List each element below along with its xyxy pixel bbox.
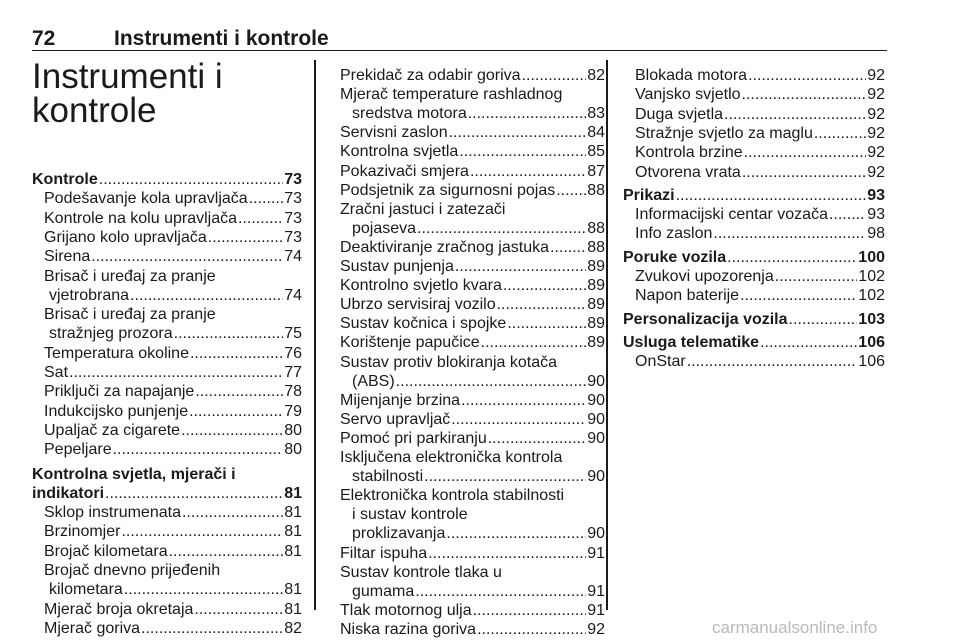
- toc-entry-title: Deaktiviranje zračnog jastuka: [340, 238, 549, 256]
- toc-entry: [352, 104, 605, 124]
- toc-page-number: 73: [284, 171, 302, 188]
- toc-page-number: 81: [284, 542, 302, 560]
- leader-dots: [121, 522, 283, 542]
- leader-dots: [189, 402, 283, 422]
- toc-section-entry: [32, 170, 302, 190]
- toc-page-number: 90: [587, 468, 605, 486]
- toc-page-number: 90: [587, 429, 605, 447]
- toc-entry: [340, 142, 605, 162]
- toc-page-number: 93: [867, 186, 885, 204]
- toc-page-number: 91: [587, 582, 605, 600]
- toc-entry: [44, 600, 302, 620]
- toc-entry-title: Temperatura okoline: [44, 344, 189, 362]
- toc-entry-title: Info zaslon: [635, 225, 713, 243]
- section-title: [32, 57, 302, 130]
- page-number: 72: [32, 27, 56, 50]
- toc-entry-title: Sklop instrumenata: [44, 504, 181, 522]
- toc-page-number: 92: [867, 163, 885, 181]
- toc-section-entry: [32, 484, 302, 504]
- section-title-line-1: Instrumenti i: [32, 57, 223, 96]
- toc-entry-title: Servo upravljač: [340, 410, 451, 428]
- toc-entry: [340, 429, 605, 449]
- chapter-title: Instrumenti i kontrole: [114, 27, 329, 50]
- toc-entry-title: stabilnosti: [352, 468, 424, 486]
- toc-entry-title: Filtar ispuha: [340, 544, 428, 562]
- toc-entry-title: i sustav kontrole: [352, 506, 468, 524]
- toc-entry-title: Sustav kontrole tlaka u: [340, 563, 502, 581]
- leader-dots: [417, 219, 586, 239]
- leader-dots: [415, 582, 586, 602]
- toc-entry: [352, 467, 605, 487]
- toc-page-number: 84: [587, 124, 605, 142]
- leader-dots: [481, 333, 587, 353]
- toc-entry: [635, 163, 885, 183]
- toc-page-number: 92: [867, 144, 885, 162]
- toc-entry-title: Poruke vozila: [623, 248, 727, 266]
- toc-entry-title: proklizavanja: [352, 525, 446, 543]
- toc-page-number: 73: [284, 209, 302, 227]
- leader-dots: [141, 619, 283, 639]
- leader-dots: [91, 247, 283, 267]
- toc-entry-title: Zračni jastuci i zatezači: [340, 200, 506, 218]
- toc-page-number: 106: [858, 333, 885, 351]
- toc-page-number: 87: [587, 162, 605, 180]
- toc-entry-title: Elektronička kontrola stabilnosti: [340, 487, 565, 505]
- column-divider: [314, 60, 316, 610]
- toc-entry: [635, 224, 885, 244]
- toc-entry-title: Mjerač broja okretaja: [44, 600, 194, 618]
- toc-entry-title: Brisač i uređaj za pranje: [44, 267, 216, 285]
- toc-page-number: 81: [284, 600, 302, 618]
- leader-dots: [181, 421, 283, 441]
- toc-entry-title: Ubrzo servisiraj vozilo: [340, 296, 496, 314]
- leader-dots: [190, 344, 283, 364]
- toc-entry: [635, 66, 885, 86]
- leader-dots: [468, 104, 586, 124]
- toc-entry: [352, 524, 605, 544]
- toc-entry-title: Isključena elektronička kontrola: [340, 449, 563, 466]
- toc-page-number: 102: [858, 287, 885, 305]
- toc-page-number: 74: [284, 248, 302, 266]
- leader-dots: [742, 85, 867, 105]
- toc-entry-title: Sirena: [44, 248, 91, 266]
- toc-entry-title: (ABS): [352, 372, 395, 390]
- toc-section-entry: [623, 248, 885, 268]
- toc-entry-title: Brisač i uređaj za pranje: [44, 306, 216, 324]
- toc-entry: [340, 238, 605, 258]
- leader-dots: [249, 189, 284, 209]
- toc-entry: [44, 344, 302, 364]
- toc-entry-title: Brojač kilometara: [44, 542, 168, 560]
- leader-dots: [130, 286, 283, 306]
- leader-dots: [488, 429, 586, 449]
- toc-page-number: 73: [284, 190, 302, 208]
- leader-dots: [727, 248, 857, 268]
- leader-dots: [497, 295, 587, 315]
- leader-dots: [550, 238, 586, 258]
- toc-entry-title: Pomoć pri parkiranju: [340, 429, 487, 447]
- column-divider: [606, 60, 608, 610]
- toc-entry: [44, 305, 302, 325]
- leader-dots: [99, 170, 283, 190]
- toc-entry-title: Otvorena vrata: [635, 163, 741, 181]
- toc-page-number: 80: [284, 421, 302, 439]
- toc-entry: [340, 353, 605, 373]
- leader-dots: [459, 142, 586, 162]
- toc-entry: [352, 582, 605, 602]
- toc-entry: [340, 162, 605, 182]
- toc-page-number: 80: [284, 441, 302, 459]
- toc-entry-title: Mjerač temperature rashladnog: [340, 86, 563, 104]
- toc-page-number: 92: [867, 124, 885, 142]
- toc-entry-title: Napon baterije: [635, 287, 740, 305]
- toc-entry-title: indikatori: [32, 484, 105, 502]
- leader-dots: [238, 209, 283, 229]
- toc-entry: [44, 522, 302, 542]
- leader-dots: [503, 276, 586, 296]
- toc-entry-title: gumama: [352, 582, 415, 600]
- toc-entry: [635, 143, 885, 163]
- toc-entry-title: Sat: [44, 364, 69, 381]
- toc-entry-title: Korištenje papučice: [340, 334, 480, 352]
- toc-page-number: 93: [867, 206, 885, 224]
- toc-page-number: 73: [284, 228, 302, 246]
- toc-entry: [340, 66, 605, 86]
- toc-entry: [352, 372, 605, 392]
- toc-entry-title: Pokazivači smjera: [340, 162, 469, 180]
- toc-entry-title: Kontrola brzine: [635, 144, 743, 162]
- toc-entry: [340, 276, 605, 296]
- toc-page-number: 81: [284, 484, 302, 502]
- leader-dots: [676, 186, 867, 206]
- toc-entry-title: OnStar: [635, 353, 686, 371]
- leader-dots: [814, 124, 866, 144]
- toc-section-entry: [623, 333, 885, 353]
- toc-entry-title: Personalizacija vozila: [623, 310, 788, 328]
- leader-dots: [174, 324, 284, 344]
- toc-entry: [352, 505, 605, 525]
- toc-page-number: 89: [587, 315, 605, 333]
- toc-page-number: 90: [587, 525, 605, 543]
- toc-entry-title: Prikazi: [623, 186, 675, 204]
- toc-page-number: 98: [867, 225, 885, 243]
- toc-entry: [340, 486, 605, 506]
- leader-dots: [208, 228, 283, 248]
- leader-dots: [477, 620, 586, 640]
- toc-entry-title: Indukcijsko punjenje: [44, 402, 189, 420]
- toc-entry: [44, 503, 302, 523]
- toc-entry-title: Blokada motora: [635, 67, 748, 84]
- toc-page-number: 85: [587, 143, 605, 161]
- toc-entry-title: Vanjsko svjetlo: [635, 86, 741, 104]
- toc-entry: [635, 124, 885, 144]
- toc-entry: [340, 448, 605, 468]
- toc-page-number: 88: [587, 219, 605, 237]
- toc-entry: [44, 561, 302, 581]
- toc-page-number: 88: [587, 238, 605, 256]
- toc-entry-title: Kontrolno svjetlo kvara: [340, 277, 502, 295]
- toc-page-number: 89: [587, 296, 605, 314]
- leader-dots: [522, 66, 587, 86]
- toc-entry: [44, 267, 302, 287]
- leader-dots: [113, 440, 284, 460]
- leader-dots: [829, 205, 866, 225]
- leader-dots: [455, 257, 586, 277]
- toc-entry: [44, 189, 302, 209]
- leader-dots: [760, 333, 857, 353]
- leader-dots: [742, 163, 866, 183]
- toc-entry: [44, 440, 302, 460]
- toc-entry-title: pojaseva: [352, 219, 417, 237]
- toc-entry-title: Kontrole: [32, 171, 98, 188]
- toc-page-number: 81: [284, 504, 302, 522]
- toc-page-number: 74: [284, 286, 302, 304]
- leader-dots: [446, 524, 586, 544]
- toc-entry-title: Sustav kočnica i spojke: [340, 315, 507, 333]
- toc-entry: [44, 247, 302, 267]
- toc-entry-title: Servisni zaslon: [340, 124, 448, 142]
- toc-entry-title: Brzinomjer: [44, 523, 121, 541]
- toc-entry-title: Mijenjanje brzina: [340, 391, 461, 409]
- leader-dots: [507, 314, 586, 334]
- toc-entry: [44, 421, 302, 441]
- toc-entry: [635, 352, 885, 372]
- leader-dots: [182, 503, 283, 523]
- toc-page-number: 83: [587, 105, 605, 123]
- leader-dots: [424, 467, 586, 487]
- toc-entry-title: stražnjeg prozora: [49, 325, 173, 343]
- leader-dots: [105, 484, 283, 504]
- leader-dots: [461, 391, 586, 411]
- toc-page-number: 92: [587, 620, 605, 638]
- leader-dots: [775, 267, 858, 287]
- toc-section-entry: [623, 186, 885, 206]
- toc-entry: [49, 580, 302, 600]
- leader-dots: [740, 286, 857, 306]
- page-header: [32, 0, 887, 51]
- toc-entry-title: Prekidač za odabir goriva: [340, 67, 521, 84]
- toc-entry: [44, 542, 302, 562]
- toc-page-number: 76: [284, 344, 302, 362]
- toc-entry: [44, 402, 302, 422]
- watermark: carmanualsonline.info: [712, 618, 878, 637]
- toc-entry: [635, 85, 885, 105]
- toc-entry: [340, 123, 605, 143]
- toc-entry: [635, 105, 885, 125]
- toc-entry: [340, 314, 605, 334]
- toc-entry-title: sredstva motora: [352, 105, 467, 123]
- toc-page-number: 100: [858, 248, 885, 266]
- leader-dots: [713, 224, 866, 244]
- toc-entry: [635, 286, 885, 306]
- toc-page-number: 79: [284, 402, 302, 420]
- toc-entry: [352, 219, 605, 239]
- toc-entry-title: Stražnje svjetlo za maglu: [635, 124, 813, 142]
- toc-entry-title: Niska razina goriva: [340, 620, 477, 638]
- toc-entry-title: Pepeljare: [44, 441, 112, 459]
- toc-entry: [635, 267, 885, 287]
- toc-entry-title: Sustav punjenja: [340, 258, 454, 275]
- toc-page-number: 88: [587, 181, 605, 199]
- toc-entry: [44, 228, 302, 248]
- toc-page-number: 89: [587, 277, 605, 295]
- leader-dots: [124, 580, 283, 600]
- toc-page-number: 89: [587, 258, 605, 275]
- toc-entry: [44, 363, 302, 383]
- leader-dots: [396, 372, 587, 392]
- toc-page-number: 102: [858, 268, 885, 285]
- toc-entry: [340, 563, 605, 583]
- toc-entry-title: Grijano kolo upravljača: [44, 228, 207, 246]
- leader-dots: [789, 310, 858, 330]
- leader-dots: [744, 143, 867, 163]
- toc-entry-title: Mjerač goriva: [44, 619, 141, 637]
- toc-page-number: 106: [858, 353, 885, 371]
- toc-entry-title: Usluga telematike: [623, 333, 760, 351]
- leader-dots: [169, 542, 284, 562]
- leader-dots: [470, 162, 586, 182]
- toc-entry: [340, 410, 605, 430]
- toc-entry-title: Zvukovi upozorenja: [635, 268, 774, 285]
- toc-entry-title: Tlak motornog ulja: [340, 601, 472, 619]
- toc-page-number: 92: [867, 67, 885, 84]
- toc-entry: [340, 544, 605, 564]
- toc-page-number: 78: [284, 383, 302, 401]
- toc-entry-title: Kontrole na kolu upravljača: [44, 209, 238, 227]
- toc-entry-title: kilometara: [49, 581, 123, 599]
- toc-section-entry: [623, 310, 885, 330]
- toc-entry-title: Podešavanje kola upravljača: [44, 190, 248, 208]
- toc-entry-title: Upaljač za cigarete: [44, 421, 181, 439]
- toc-page-number: 81: [284, 523, 302, 541]
- toc-entry-title: Priključi za napajanje: [44, 383, 195, 401]
- leader-dots: [748, 66, 866, 86]
- toc-entry: [44, 209, 302, 229]
- leader-dots: [556, 181, 586, 201]
- leader-dots: [194, 600, 283, 620]
- toc-entry: [340, 620, 605, 640]
- toc-entry: [44, 619, 302, 639]
- toc-page-number: 103: [858, 310, 885, 328]
- toc-entry: [49, 324, 302, 344]
- toc-entry: [340, 295, 605, 315]
- toc-entry: [340, 200, 605, 220]
- toc-page-number: 90: [587, 410, 605, 428]
- toc-entry-title: Kontrolna svjetla: [340, 143, 459, 161]
- toc-entry-title: Brojač dnevno prijeđenih: [44, 562, 221, 579]
- leader-dots: [724, 105, 866, 125]
- leader-dots: [69, 363, 283, 383]
- toc-page-number: 81: [284, 581, 302, 599]
- leader-dots: [687, 352, 858, 372]
- toc-entry-title: Informacijski centar vozača: [635, 206, 828, 224]
- toc-entry: [49, 286, 302, 306]
- toc-page-number: 91: [587, 601, 605, 619]
- section-title-line-2: kontrole: [32, 91, 157, 130]
- toc-section-entry: [32, 465, 302, 485]
- leader-dots: [449, 123, 587, 143]
- leader-dots: [451, 410, 586, 430]
- toc-page-number: 92: [867, 86, 885, 104]
- toc-entry: [340, 85, 605, 105]
- toc-entry: [340, 601, 605, 621]
- toc-entry: [340, 391, 605, 411]
- leader-dots: [195, 382, 283, 402]
- toc-page-number: 82: [587, 67, 605, 84]
- toc-page-number: 75: [284, 325, 302, 343]
- toc-page-number: 90: [587, 372, 605, 390]
- leader-dots: [473, 601, 587, 621]
- toc-entry-title: Kontrolna svjetla, mjerači i: [32, 465, 236, 483]
- toc-page-number: 77: [284, 364, 302, 381]
- leader-dots: [428, 544, 586, 564]
- toc-entry: [340, 333, 605, 353]
- toc-entry-title: Duga svjetla: [635, 105, 724, 123]
- toc-entry-title: Podsjetnik za sigurnosni pojas: [340, 181, 556, 199]
- toc-page-number: 90: [587, 391, 605, 409]
- toc-entry: [635, 205, 885, 225]
- toc-page-number: 89: [587, 334, 605, 352]
- toc-entry-title: Sustav protiv blokiranja kotača: [340, 353, 557, 371]
- toc-page-number: 92: [867, 105, 885, 123]
- toc-page-number: 91: [587, 544, 605, 562]
- toc-entry-title: vjetrobrana: [49, 286, 130, 304]
- toc-entry: [340, 181, 605, 201]
- toc-entry: [340, 257, 605, 277]
- toc-page-number: 82: [284, 619, 302, 637]
- toc-entry: [44, 382, 302, 402]
